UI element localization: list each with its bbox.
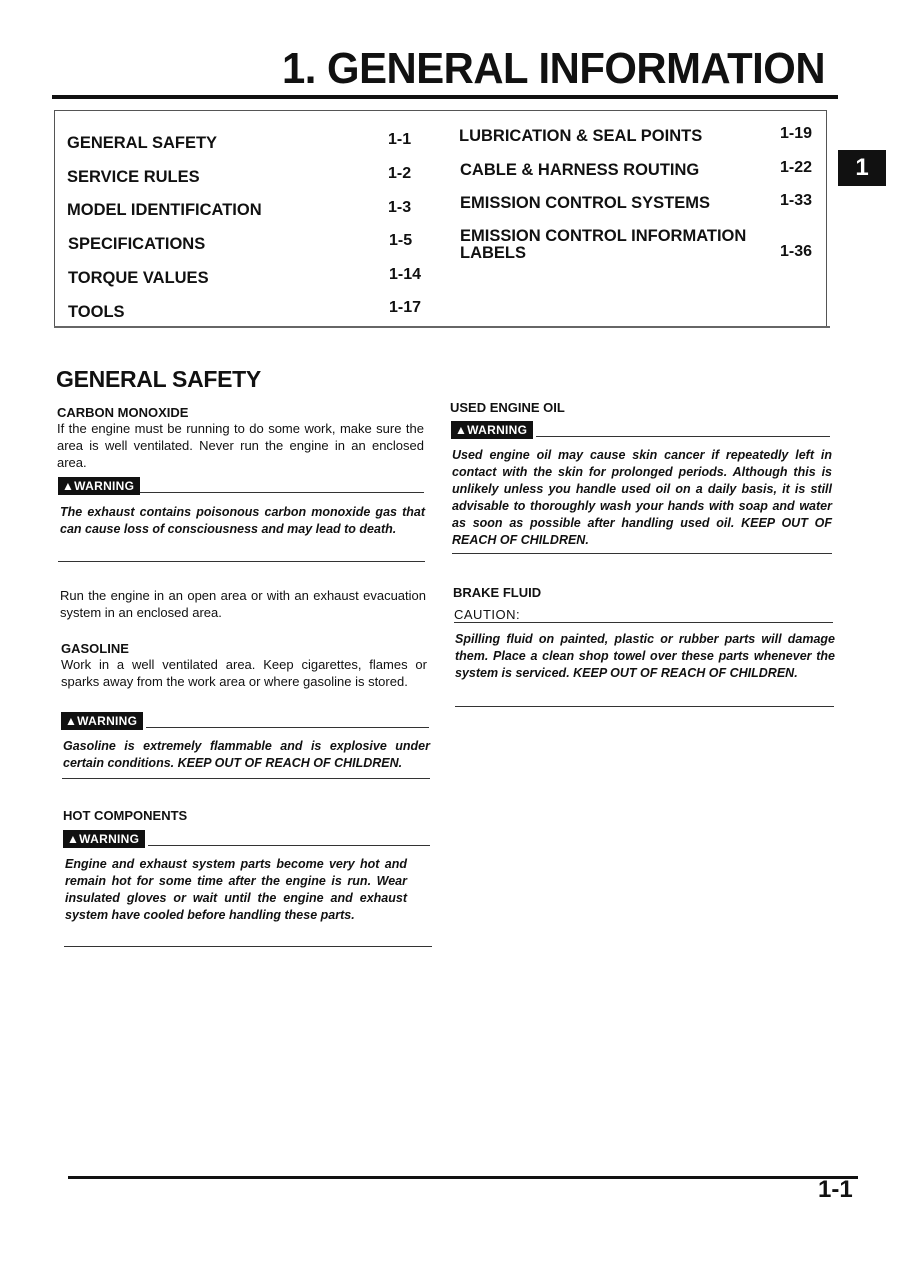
caution-end-rule (455, 706, 834, 707)
warning-badge: ▲WARNING (61, 712, 143, 730)
toc-box-shadow (54, 326, 830, 328)
used-engine-oil-heading: USED ENGINE OIL (450, 400, 565, 415)
warning-rule (140, 492, 424, 493)
toc-item-emission-control-systems[interactable]: EMISSION CONTROL SYSTEMS (460, 194, 710, 212)
toc-item-tools[interactable]: TOOLS (68, 303, 125, 321)
toc-item-emission-control-labels[interactable] (460, 228, 746, 262)
toc-item-cable-harness-routing[interactable]: CABLE & HARNESS ROUTING (460, 161, 700, 179)
gasoline-warning: Gasoline is extremely flammable and is explosive under certain conditions. KEEP OUT OF REACH OF CHILDREN. (63, 739, 430, 770)
hot-components-heading: HOT COMPONENTS (63, 808, 188, 823)
toc-page: 1-17 (389, 299, 422, 316)
warning-rule (146, 727, 429, 728)
toc-item-model-identification[interactable]: MODEL IDENTIFICATION (67, 201, 262, 219)
gasoline-heading: GASOLINE (61, 641, 129, 656)
toc-page: 1-14 (389, 266, 422, 283)
warning-end-rule (58, 561, 425, 562)
warning-rule (536, 436, 830, 437)
warning-badge: ▲WARNING (63, 830, 145, 848)
hot-components-warning: Engine and exhaust system parts become very hot and remain hot for some time after the engine is run. Wear insulated gloves or wait until the engine and exhaust system have cooled before handling these parts. (65, 857, 407, 922)
toc-item-lubrication[interactable]: LUBRICATION & SEAL POINTS (459, 127, 703, 145)
toc-page: 1-1 (388, 131, 412, 148)
gasoline-body: Work in a well ventilated area. Keep cigarettes, flames or sparks away from the work area or where gasoline is stored. (61, 657, 427, 689)
toc-page: 1-22 (780, 159, 813, 176)
toc-item-label-line2: LABELS (460, 244, 526, 262)
carbon-monoxide-warning: The exhaust contains poisonous carbon monoxide gas that can cause loss of consciousness and may lead to death. (60, 505, 425, 536)
toc-page: 1-19 (780, 125, 813, 142)
brake-fluid-heading: BRAKE FLUID (453, 585, 542, 600)
toc-item-general-safety[interactable]: GENERAL SAFETY (67, 134, 218, 152)
warning-rule (148, 845, 430, 846)
toc-item-torque-values[interactable]: TORQUE VALUES (68, 269, 209, 287)
toc-page: 1-5 (389, 232, 413, 249)
toc-item-label-line1: EMISSION CONTROL INFORMATION (460, 227, 747, 245)
used-engine-oil-warning: Used engine oil may cause skin cancer if repeatedly left in contact with the skin for prolonged periods. Although this is unlikely unless you handle used oil on a daily basis, it is still advisable to thoroughly wash your hands with soap and water as soon as possible after handling used oil. KEEP OUT OF REACH OF CHILDREN. (452, 448, 832, 547)
chapter-title: 1. GENERAL INFORMATION (282, 44, 826, 93)
title-rule (52, 95, 838, 99)
footer-rule (68, 1176, 858, 1179)
toc-page: 1-3 (388, 199, 412, 216)
caution-rule (454, 622, 833, 623)
chapter-tab[interactable]: 1 (838, 150, 886, 186)
carbon-monoxide-body: If the engine must be running to do some work, make sure the area is well ventilated. Never run the engine in an enclosed area. (57, 421, 424, 470)
toc-page: 1-2 (388, 165, 412, 182)
toc-page: 1-36 (780, 243, 813, 260)
warning-end-rule (452, 553, 832, 554)
warning-badge: ▲WARNING (58, 477, 140, 495)
toc-item-specifications[interactable]: SPECIFICATIONS (68, 235, 206, 253)
carbon-monoxide-heading: CARBON MONOXIDE (57, 405, 189, 420)
page-number: 1-1 (818, 1176, 853, 1203)
toc-item-service-rules[interactable]: SERVICE RULES (67, 168, 200, 186)
toc-page: 1-33 (780, 192, 813, 209)
caution-label: CAUTION: (454, 607, 521, 622)
warning-end-rule (62, 778, 430, 779)
section-title: GENERAL SAFETY (56, 366, 261, 392)
warning-end-rule (64, 946, 432, 947)
warning-badge: ▲WARNING (451, 421, 533, 439)
brake-fluid-caution: Spilling fluid on painted, plastic or rubber parts will damage them. Place a clean shop towel over these parts whenever the system is serviced. KEEP OUT OF REACH OF CHILDREN. (455, 632, 835, 680)
carbon-monoxide-after: Run the engine in an open area or with an exhaust evacuation system in an enclosed area. (60, 588, 426, 620)
